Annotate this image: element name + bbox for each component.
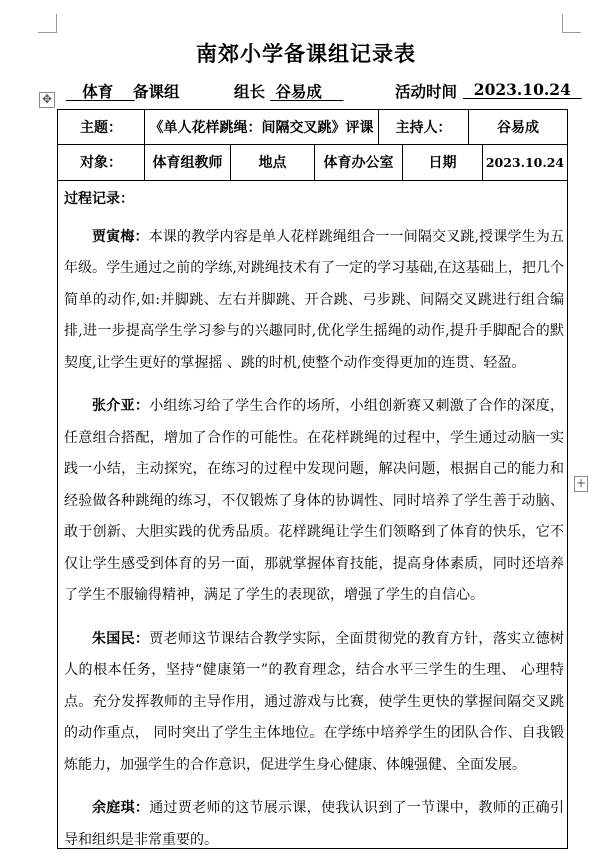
comment-speaker: 余庭琪： (92, 800, 150, 816)
topic-label: 主题： (58, 110, 145, 144)
place-label: 地点 (231, 144, 315, 180)
place-value: 体育办公室 (315, 144, 403, 180)
table-row-topic (58, 110, 567, 145)
table-move-handle-icon[interactable]: ✥ (39, 92, 55, 108)
document-title: 南郊小学备课组记录表 (196, 41, 416, 66)
topic-value: 《单人花样跳绳：间隔交叉跳》评课 (145, 110, 379, 144)
date-label: 日期 (403, 144, 483, 180)
comment-paragraph (64, 624, 564, 782)
add-column-icon[interactable]: + (575, 476, 587, 490)
page-corner-mark-top-right (562, 14, 581, 33)
record-table (57, 109, 568, 849)
comment-paragraph (64, 222, 564, 380)
host-label: 主持人： (379, 110, 469, 144)
group-suffix: 备课组 (133, 82, 180, 101)
time-field: 2023.10.24 (473, 80, 571, 99)
header-info-line (0, 80, 612, 102)
comment-paragraph (64, 793, 564, 856)
comment-speaker: 贾寅梅： (92, 228, 149, 245)
target-label: 对象： (58, 144, 145, 180)
comment-text: 通过贾老师的这节展示课，使我认识到了一节课中，教师的正确引导和组织是非常重要的。 (64, 800, 564, 848)
comment-paragraph (64, 391, 564, 612)
comment-text: 贾老师这节课结合教学实际，全面贯彻党的教育方针，落实立德树人的根本任务，坚持“健康第一”的教育理念，结合水平三学生的生理、 心理特点。充分发挥教师的主导作用，通过游戏与比赛，使学生更快的掌握间隔交叉跳的动作重点， 同时突出了学生主体地位。在学练中培养学生的团队合作、自我锻炼能力，加强学生的合作意识，促进学生身心健康、体魄强健、全面发展。 (64, 630, 564, 773)
date-value: 2023.10.24 (485, 154, 565, 170)
leader-label: 组长 (234, 82, 266, 101)
page-corner-mark-top-left (38, 14, 57, 33)
comment-speaker: 张介亚： (92, 398, 150, 414)
comment-speaker: 朱国民： (92, 630, 150, 647)
target-value: 体育组教师 (145, 144, 231, 180)
host-value: 谷易成 (497, 120, 539, 136)
process-record (64, 184, 564, 868)
time-label: 活动时间 (395, 82, 458, 101)
comment-text: 小组练习给了学生合作的场所，小组创新赛又刺激了合作的深度，任意组合搭配，增加了合作的可能性。在花样跳绳的过程中，学生通过动脑一实践一小结，主动探究，在练习的过程中发现问题，解决问题，根据自己的能力和经验做各种跳绳的练习，不仅锻炼了身体的协调性、同时培养了学生善于动脑、敢于创新、大胆实践的优秀品质。花样跳绳让学生们领略到了体育的快乐，它不仅让学生感受到体育的另一面，那就掌握体育技能，提高身体素质，同时还培养了学生不服输得精神，满足了学生的表现欲，增强了学生的自信心。 (64, 398, 564, 603)
process-record-label: 过程记录： (64, 191, 134, 207)
table-row-details (58, 144, 567, 181)
leader-field: 谷易成 (275, 82, 322, 101)
comment-text: 本课的教学内容是单人花样跳绳组合一一间隔交叉跳,授课学生为五年级。学生通过之前的学练,对跳绳技术有了一定的学习基础,在这基础上，把几个简单的动作,如:并脚跳、左右并脚跳、开合跳、弓步跳、间隔交叉跳进行组合编排,进一步提高学生学习参与的兴趣同时,优化学生摇绳的动作,提升手脚配合的默契度,让学生更好的掌握摇 、跳的时机,使整个动作变得更加的连贯、轻盈。 (64, 228, 565, 371)
subject-field: 体育 (82, 82, 114, 101)
